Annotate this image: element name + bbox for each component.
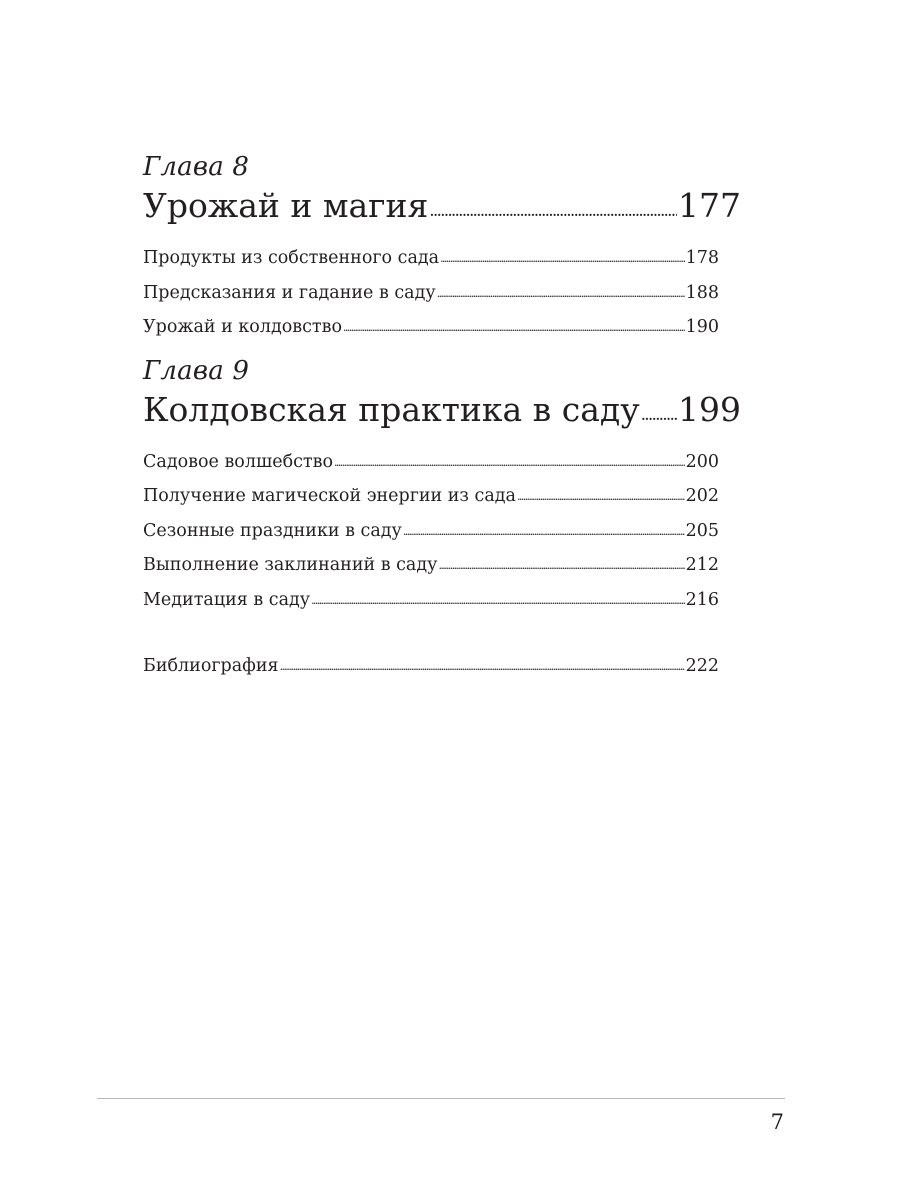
chapter-8	[143, 150, 741, 346]
entry-title: Выполнение заклинаний в саду	[143, 555, 438, 575]
entry-title: Сезонные праздники в саду	[143, 520, 402, 541]
entry-title: Урожай и колдовство	[143, 317, 342, 337]
chapter-label: Глава 9	[143, 355, 250, 386]
entry-page: 190	[685, 317, 719, 337]
entry-page: 212	[685, 555, 719, 575]
dot-leader	[438, 548, 684, 583]
chapter-title: Колдовская практика в саду	[143, 389, 640, 429]
dot-leader	[641, 387, 677, 437]
chapter-page: 199	[678, 389, 741, 429]
toc-entry[interactable]	[143, 584, 719, 619]
chapter-title-row[interactable]	[143, 184, 741, 234]
dot-leader	[280, 649, 685, 684]
table-of-contents	[143, 150, 741, 685]
entry-page: 202	[685, 486, 719, 506]
toc-entry[interactable]	[143, 446, 719, 481]
entry-page: 222	[685, 656, 719, 676]
chapter-9	[143, 354, 741, 619]
entry-title: Библиография	[143, 656, 279, 676]
dot-leader	[334, 445, 685, 480]
chapter-page: 177	[678, 186, 741, 225]
toc-entry[interactable]	[143, 277, 719, 312]
toc-entry[interactable]	[143, 480, 719, 515]
entry-page: 200	[685, 451, 719, 472]
entry-page: 188	[685, 282, 719, 303]
chapter-label: Глава 8	[143, 152, 250, 182]
toc-entry[interactable]	[143, 549, 719, 584]
entry-page: 216	[685, 589, 719, 610]
dot-leader	[429, 183, 677, 233]
entry-page: 178	[685, 248, 719, 268]
bibliography-entry[interactable]	[143, 650, 719, 685]
entry-title: Медитация в саду	[143, 589, 311, 610]
entry-title: Садовое волшебство	[143, 451, 333, 472]
footer-divider	[97, 1098, 785, 1099]
chapter-title-row[interactable]	[143, 388, 741, 438]
entry-title: Предсказания и гадание в саду	[143, 282, 436, 303]
toc-entry[interactable]	[143, 515, 719, 550]
dot-leader	[517, 479, 685, 514]
chapter-title: Урожай и магия	[143, 186, 429, 225]
dot-leader	[343, 310, 685, 345]
dot-leader	[437, 276, 685, 311]
dot-leader	[403, 514, 685, 549]
dot-leader	[311, 583, 685, 618]
entry-title: Получение магической энергии из сада	[143, 486, 516, 506]
page-number: 7	[770, 1110, 784, 1134]
toc-entry[interactable]	[143, 311, 719, 346]
dot-leader	[440, 241, 685, 276]
toc-entry[interactable]	[143, 242, 719, 277]
entry-page: 205	[685, 520, 719, 541]
entry-title: Продукты из собственного сада	[143, 248, 440, 268]
